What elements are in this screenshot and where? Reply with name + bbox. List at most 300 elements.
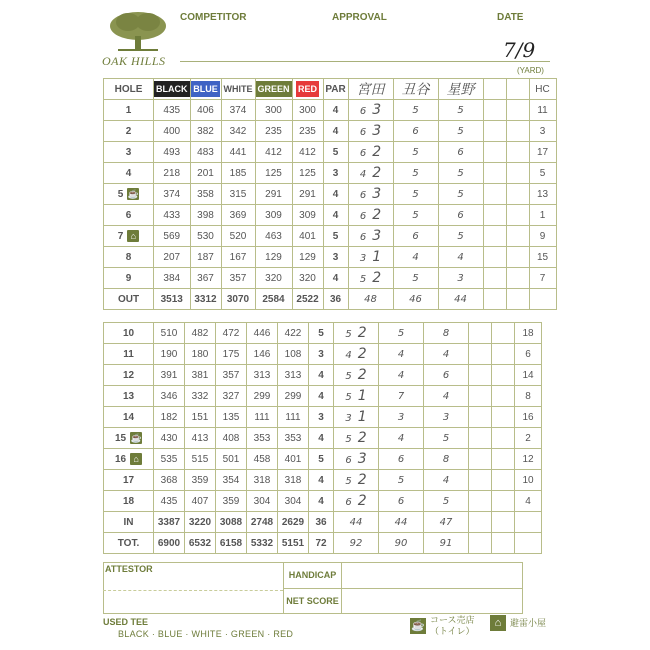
player1-score[interactable] [334,323,379,344]
hole-number-text: 3 [125,146,132,158]
hole-number-text: 5 [117,188,124,200]
tot-par: 72 [309,533,334,554]
yardage-white: 501 [216,449,247,470]
yardage-black: 368 [154,470,185,491]
handicap-value: 4 [515,491,542,512]
yardage-white: 354 [216,470,247,491]
out-player3-total[interactable]: 44 [438,289,483,310]
hole-number-text: 7 [117,230,124,242]
handicap-label: HANDICAP [284,563,342,589]
player3-score[interactable]: 4 [424,386,469,407]
yardage-white: 342 [221,121,255,142]
col-player1: 宮田 [348,79,393,100]
yardage-blue: 413 [185,428,216,449]
player1-strokes: 5 [345,371,352,382]
handicap-value: 11 [529,100,556,121]
player1-score[interactable] [334,386,379,407]
yardage-white: 315 [221,184,255,205]
tot-yardage-red: 5151 [278,533,309,554]
yardage-black: 430 [154,428,185,449]
player1-score[interactable] [334,365,379,386]
extra-score-2[interactable] [492,407,515,428]
tee-white-label: WHITE [222,81,255,97]
extra-score-2[interactable] [506,121,529,142]
hole-number [104,365,154,386]
player3-score[interactable]: 4 [424,470,469,491]
player1-score[interactable] [348,121,393,142]
yardage-red: 111 [278,407,309,428]
hole-row [104,268,557,289]
out-extra2[interactable] [506,289,529,310]
extra-score-2[interactable] [506,205,529,226]
player3-score[interactable]: 5 [424,428,469,449]
legend-shelter [490,615,546,631]
yardage-black: 384 [154,268,191,289]
par-value: 4 [323,121,348,142]
player2-score[interactable]: 6 [393,121,438,142]
handicap-value: 15 [529,247,556,268]
yardage-green: 299 [247,386,278,407]
player1-strokes: 5 [345,392,352,403]
out-par: 36 [323,289,348,310]
extra-score-2[interactable] [506,163,529,184]
yardage-green: 125 [255,163,292,184]
player1-score[interactable] [348,205,393,226]
col-hole: HOLE [104,79,154,100]
player3-score[interactable]: 3 [438,268,483,289]
extra-score-2[interactable] [506,100,529,121]
yardage-red: 300 [292,100,323,121]
tot-yardage-black: 6900 [154,533,185,554]
par-value: 4 [309,491,334,512]
net-score-field[interactable] [342,588,523,614]
extra-score-1[interactable] [469,344,492,365]
extra-score-2[interactable] [492,491,515,512]
out-player1-total[interactable]: 48 [348,289,393,310]
yardage-black: 435 [154,100,191,121]
yardage-red: 401 [278,449,309,470]
out-yardage-green: 2584 [255,289,292,310]
yardage-blue: 151 [185,407,216,428]
extra-score-1[interactable] [483,142,506,163]
tot-player3-total[interactable]: 91 [424,533,469,554]
yardage-green: 320 [255,268,292,289]
in-player1-total[interactable]: 44 [334,512,379,533]
hole-number-text: 2 [125,125,132,137]
player1-score[interactable] [348,184,393,205]
used-tee-list: BLACK · BLUE · WHITE · GREEN · RED [118,629,294,639]
par-value: 3 [309,344,334,365]
yardage-blue: 398 [190,205,221,226]
hole-number-text: 12 [122,369,135,381]
extra-score-1[interactable] [469,428,492,449]
handicap-value: 8 [515,386,542,407]
legend-shop-line2: （トイレ） [430,626,475,636]
player1-strokes: 6 [359,148,367,159]
col-hc: HC [529,79,556,100]
hole-row [104,365,542,386]
player2-score[interactable]: 4 [379,365,424,386]
extra-score-2[interactable] [506,247,529,268]
yardage-green: 300 [255,100,292,121]
in-player3-total[interactable]: 47 [424,512,469,533]
hole-number [104,407,154,428]
oak-tree-icon [108,10,168,54]
par-value: 4 [309,386,334,407]
hole-row [104,100,557,121]
yardage-red: 313 [278,365,309,386]
in-player2-total[interactable]: 44 [379,512,424,533]
date-label: DATE [497,12,524,23]
hole-row [104,344,542,365]
extra-score-1[interactable] [483,100,506,121]
yardage-green: 291 [255,184,292,205]
player1-score[interactable] [334,470,379,491]
shelter-icon: ⌂ [130,453,142,465]
legend-shop [410,615,475,637]
extra-score-2[interactable] [492,344,515,365]
tot-extra2[interactable] [492,533,515,554]
back-nine-table [103,322,542,554]
out-extra1[interactable] [483,289,506,310]
player2-score[interactable]: 5 [393,163,438,184]
yardage-blue: 482 [185,323,216,344]
player2-score[interactable]: 5 [393,205,438,226]
extra-score-2[interactable] [492,428,515,449]
par-value: 5 [309,449,334,470]
col-black [154,79,191,100]
player1-strokes: 6 [359,211,367,222]
extra-score-1[interactable] [469,470,492,491]
extra-score-2[interactable] [492,323,515,344]
out-player2-total[interactable]: 46 [393,289,438,310]
player1-putts: 2 [357,367,367,383]
player1-putts: 3 [372,102,382,118]
player1-strokes: 6 [345,455,352,466]
yard-label: (YARD) [517,66,544,75]
in-extra1[interactable] [469,512,492,533]
in-total-row [104,512,542,533]
col-red [292,79,323,100]
extra-score-1[interactable] [469,449,492,470]
hole-number-text: 1 [125,104,132,116]
player1-score[interactable] [348,268,393,289]
hole-row [104,323,542,344]
yardage-black: 374 [154,184,191,205]
handicap-value: 18 [515,323,542,344]
extra-score-2[interactable] [506,226,529,247]
player2-score[interactable]: 7 [379,386,424,407]
player1-strokes: 6 [359,232,367,243]
extra-score-1[interactable] [469,407,492,428]
yardage-red: 108 [278,344,309,365]
yardage-green: 309 [255,205,292,226]
yardage-green: 111 [247,407,278,428]
hole-number-text: 8 [125,251,132,263]
yardage-red: 304 [278,491,309,512]
player2-score[interactable]: 5 [393,100,438,121]
par-value: 3 [309,407,334,428]
player1-strokes: 5 [345,329,352,340]
player1-score[interactable] [348,142,393,163]
yardage-white: 374 [221,100,255,121]
hole-number [104,323,154,344]
yardage-green: 235 [255,121,292,142]
extra-score-2[interactable] [506,268,529,289]
player1-score[interactable] [334,428,379,449]
player3-score[interactable]: 4 [438,247,483,268]
col-extra1 [483,79,506,100]
player1-score[interactable] [334,407,379,428]
yardage-black: 218 [154,163,191,184]
extra-score-1[interactable] [483,121,506,142]
out-yardage-red: 2522 [292,289,323,310]
par-value: 4 [309,470,334,491]
out-total-row [104,289,557,310]
player3-score[interactable]: 5 [438,100,483,121]
player1-strokes: 3 [359,253,367,264]
player3-score[interactable]: 6 [438,205,483,226]
player2-score[interactable]: 4 [379,344,424,365]
player1-putts: 2 [357,346,367,362]
player3-score[interactable]: 5 [424,491,469,512]
yardage-red: 320 [292,268,323,289]
yardage-white: 520 [221,226,255,247]
extra-score-1[interactable] [469,491,492,512]
player2-score[interactable]: 5 [393,268,438,289]
yardage-green: 412 [255,142,292,163]
player3-score[interactable]: 5 [438,163,483,184]
hole-row [104,428,542,449]
tot-label: TOT. [104,533,154,554]
yardage-green: 446 [247,323,278,344]
player2-score[interactable]: 5 [393,184,438,205]
in-par: 36 [309,512,334,533]
extra-score-2[interactable] [492,470,515,491]
par-value: 5 [309,323,334,344]
yardage-red: 422 [278,323,309,344]
tot-player2-total[interactable]: 90 [379,533,424,554]
yardage-white: 135 [216,407,247,428]
yardage-blue: 367 [190,268,221,289]
yardage-green: 129 [255,247,292,268]
extra-score-1[interactable] [483,184,506,205]
player1-score[interactable] [348,163,393,184]
hole-number [104,163,154,184]
handicap-value: 17 [529,142,556,163]
player2-score[interactable]: 3 [379,407,424,428]
extra-score-1[interactable] [469,386,492,407]
used-tee-label: USED TEE [103,617,149,627]
legend-shelter-text: 避雷小屋 [510,617,547,628]
par-value: 3 [323,247,348,268]
par-value: 4 [323,100,348,121]
yardage-black: 190 [154,344,185,365]
player3-score[interactable]: 4 [424,344,469,365]
cup-icon: ☕ [130,433,142,443]
player1-putts: 3 [357,451,367,467]
player2-score[interactable]: 6 [379,449,424,470]
col-extra2 [506,79,529,100]
player1-score[interactable] [348,226,393,247]
hole-number [104,184,154,205]
player3-score[interactable]: 6 [424,365,469,386]
yardage-blue: 382 [190,121,221,142]
yardage-black: 435 [154,491,185,512]
handicap-value: 12 [515,449,542,470]
par-value: 4 [309,365,334,386]
yardage-blue: 332 [185,386,216,407]
yardage-green: 304 [247,491,278,512]
oak-hills-logo [98,10,178,70]
shelter-icon: ⌂ [127,230,139,242]
extra-score-1[interactable] [483,226,506,247]
header-row [104,79,557,100]
yardage-green: 353 [247,428,278,449]
par-value: 4 [309,428,334,449]
player2-score[interactable]: 5 [379,323,424,344]
yardage-black: 207 [154,247,191,268]
competitor-label: COMPETITOR [180,12,247,23]
yardage-red: 235 [292,121,323,142]
extra-score-2[interactable] [492,386,515,407]
player2-score[interactable]: 6 [393,226,438,247]
player2-score[interactable]: 4 [379,428,424,449]
player3-score[interactable]: 6 [438,142,483,163]
player2-score[interactable]: 4 [393,247,438,268]
yardage-white: 408 [216,428,247,449]
player3-score[interactable]: 5 [438,121,483,142]
extra-score-1[interactable] [483,205,506,226]
yardage-red: 129 [292,247,323,268]
hole-number [104,226,154,247]
yardage-white: 369 [221,205,255,226]
extra-score-1[interactable] [483,268,506,289]
player1-score[interactable] [334,344,379,365]
net-score-label: NET SCORE [284,588,342,614]
hole-number-text: 9 [125,272,132,284]
hole-number [104,470,154,491]
player3-score[interactable]: 8 [424,323,469,344]
player1-score[interactable] [334,449,379,470]
out-hc-blank [529,289,556,310]
player1-putts: 1 [357,388,367,404]
yardage-white: 185 [221,163,255,184]
tot-extra1[interactable] [469,533,492,554]
player1-strokes: 5 [345,476,352,487]
player3-score[interactable]: 5 [438,184,483,205]
attestor-label: ATTESTOR [105,564,153,574]
yardage-white: 357 [221,268,255,289]
yardage-blue: 180 [185,344,216,365]
hole-number-text: 10 [122,327,135,339]
player3-score[interactable]: 8 [424,449,469,470]
out-label: OUT [104,289,154,310]
yardage-red: 299 [278,386,309,407]
hole-row [104,142,557,163]
yardage-blue: 406 [190,100,221,121]
player1-putts: 2 [357,472,367,488]
extra-score-1[interactable] [469,323,492,344]
yardage-white: 357 [216,365,247,386]
player1-putts: 2 [357,430,367,446]
yardage-green: 313 [247,365,278,386]
tot-player1-total[interactable]: 92 [334,533,379,554]
player2-score[interactable]: 5 [379,470,424,491]
tot-yardage-white: 6158 [216,533,247,554]
extra-score-1[interactable] [483,163,506,184]
in-extra2[interactable] [492,512,515,533]
approval-label: APPROVAL [332,12,387,23]
in-yardage-black: 3387 [154,512,185,533]
hole-number-text: 14 [122,411,135,423]
hole-row [104,491,542,512]
hole-number-text: 18 [122,495,135,507]
extra-score-2[interactable] [492,449,515,470]
yardage-blue: 407 [185,491,216,512]
yardage-blue: 483 [190,142,221,163]
yardage-black: 182 [154,407,185,428]
handicap-value: 16 [515,407,542,428]
extra-score-2[interactable] [492,365,515,386]
yardage-red: 291 [292,184,323,205]
par-value: 4 [323,268,348,289]
front-nine-table [103,78,557,310]
handicap-value: 9 [529,226,556,247]
extra-score-2[interactable] [506,142,529,163]
player1-putts: 1 [372,249,382,265]
yardage-red: 309 [292,205,323,226]
handicap-field[interactable] [342,563,523,589]
player1-putts: 3 [372,186,382,202]
player1-score[interactable] [348,100,393,121]
tot-yardage-green: 5332 [247,533,278,554]
player1-score[interactable] [348,247,393,268]
hole-row [104,449,542,470]
tee-red-label: RED [296,81,319,97]
tee-green-label: GREEN [256,81,292,97]
yardage-blue: 381 [185,365,216,386]
hole-number-text: 13 [122,390,135,402]
player2-score[interactable]: 6 [379,491,424,512]
player1-putts: 2 [372,144,382,160]
player2-score[interactable]: 5 [393,142,438,163]
hole-number [104,121,154,142]
player3-score[interactable]: 5 [438,226,483,247]
yardage-red: 412 [292,142,323,163]
hole-row [104,226,557,247]
player1-putts: 2 [372,270,382,286]
hole-number [104,142,154,163]
out-yardage-black: 3513 [154,289,191,310]
attestor-dotted-line [103,590,283,591]
player1-score[interactable] [334,491,379,512]
par-value: 5 [323,142,348,163]
extra-score-1[interactable] [483,247,506,268]
handicap-value: 3 [529,121,556,142]
hole-row [104,247,557,268]
player3-score[interactable]: 3 [424,407,469,428]
extra-score-1[interactable] [469,365,492,386]
yardage-black: 433 [154,205,191,226]
in-yardage-blue: 3220 [185,512,216,533]
hole-number-text: 11 [123,348,134,360]
handicap-value: 14 [515,365,542,386]
player1-strokes: 6 [359,106,367,117]
extra-score-2[interactable] [506,184,529,205]
yardage-green: 463 [255,226,292,247]
hole-number [104,268,154,289]
